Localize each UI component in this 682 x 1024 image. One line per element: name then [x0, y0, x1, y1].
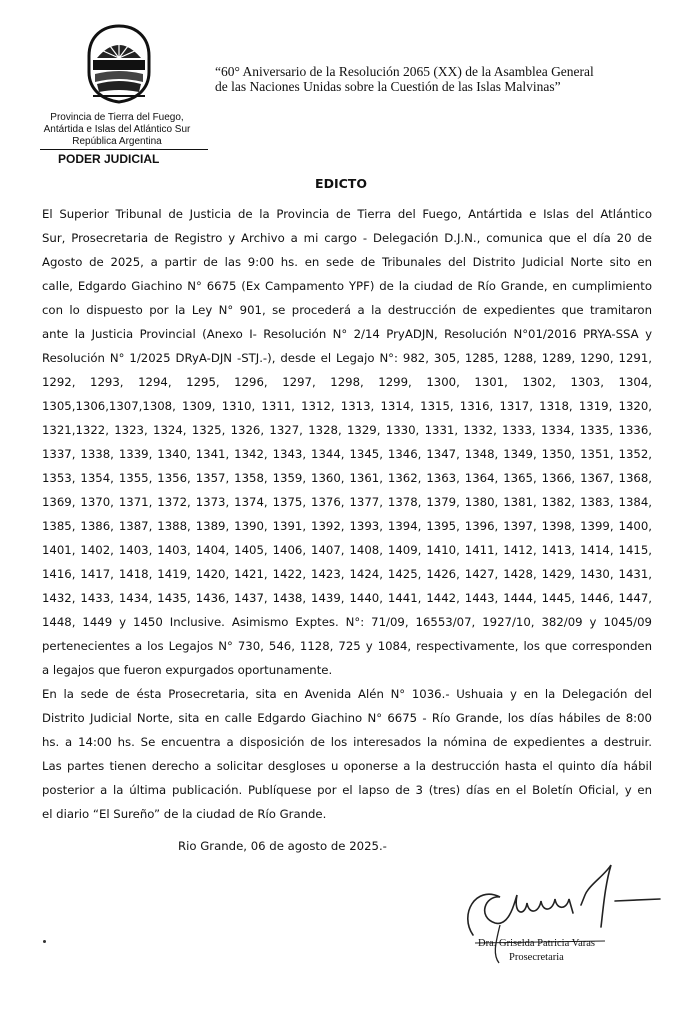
body-line: 1337, 1338, 1339, 1340, 1341, 1342, 1343, 1344, 1345, 1346, 1347, 1348, 1349, 1350, 1351, 1352,: [42, 447, 652, 461]
body-line: el diario “El Sureño” de la ciudad de Río Grande.: [42, 807, 327, 821]
body-line: 1321,1322, 1323, 1324, 1325, 1326, 1327, 1328, 1329, 1330, 1331, 1332, 1333, 1334, 1335, 1336,: [42, 423, 652, 437]
org-line-country: República Argentina: [72, 136, 162, 147]
body-line: hs. a 14:00 hs. Se encuentra a disposición de los interesados la nómina de expedientes a destruir.: [42, 735, 652, 749]
body-line: 1416, 1417, 1418, 1419, 1420, 1421, 1422, 1423, 1424, 1425, 1426, 1427, 1428, 1429, 1430, 1431,: [42, 567, 652, 581]
motto-line-2: de las Naciones Unidas sobre la Cuestión de las Islas Malvinas”: [215, 79, 561, 94]
body-line: Resolución N° 1/2025 DRyA-DJN -STJ.-), desde el Legajo N°: 982, 305, 1285, 1288, 1289, 1290, 1291,: [42, 351, 652, 365]
body-line: calle, Edgardo Giachino N° 6675 (Ex Campamento YPF) de la ciudad de Río Grande, en cumplimiento: [42, 279, 652, 293]
body-line: Distrito Judicial Norte, sita en calle Edgardo Giachino N° 6675 - Río Grande, los días hábiles de 8:00: [42, 711, 652, 725]
body-line: 1292, 1293, 1294, 1295, 1296, 1297, 1298, 1299, 1300, 1301, 1302, 1303, 1304,: [42, 375, 652, 389]
body-line: En la sede de ésta Prosecretaria, sita en Avenida Alén N° 1036.- Ushuaia y en la Delegación del: [42, 687, 652, 701]
body-line: ante la Justicia Provincial (Anexo I- Resolución N° 2/14 PryADJN, Resolución N°01/2016 PRYA-SSA y: [42, 327, 652, 341]
body-line: a legajos que fueron expurgados oportunamente.: [42, 663, 333, 677]
org-line-province: Provincia de Tierra del Fuego,: [50, 112, 184, 123]
body-line: Agosto de 2025, a partir de las 9:00 hs. en sede de Tribunales del Distrito Judicial Norte sito en: [42, 255, 652, 269]
document-date: Rio Grande, 06 de agosto de 2025.-: [178, 839, 387, 853]
stray-mark: [43, 940, 46, 943]
body-line: 1432, 1433, 1434, 1435, 1436, 1437, 1438, 1439, 1440, 1441, 1442, 1443, 1444, 1445, 1446, 1447,: [42, 591, 652, 605]
body-line: 1385, 1386, 1387, 1388, 1389, 1390, 1391, 1392, 1393, 1394, 1395, 1396, 1397, 1398, 1399, 1400,: [42, 519, 652, 533]
body-line: 1305,1306,1307,1308, 1309, 1310, 1311, 1312, 1313, 1314, 1315, 1316, 1317, 1318, 1319, 1320,: [42, 399, 652, 413]
body-line: posterior a la última publicación. Publíquese por el lapso de 3 (tres) días en el Boletín Oficial, y en: [42, 783, 652, 797]
body-line: 1401, 1402, 1403, 1403, 1404, 1405, 1406, 1407, 1408, 1409, 1410, 1411, 1412, 1413, 1414, 1415,: [42, 543, 652, 557]
body-line: 1369, 1370, 1371, 1372, 1373, 1374, 1375, 1376, 1377, 1378, 1379, 1380, 1381, 1382, 1383, 1384,: [42, 495, 652, 509]
body-line: 1353, 1354, 1355, 1356, 1357, 1358, 1359, 1360, 1361, 1362, 1363, 1364, 1365, 1366, 1367, 1368,: [42, 471, 652, 485]
motto-line-1: “60° Aniversario de la Resolución 2065 (XX) de la Asamblea General: [215, 64, 594, 79]
anniversary-motto: [215, 64, 655, 94]
signer-title: Prosecretaria: [509, 952, 564, 963]
org-line-territory: Antártida e Islas del Atlántico Sur: [43, 124, 191, 135]
body-line: pertenecientes a los Legajos N° 730, 546, 1128, 725 y 1084, respectivamente, los que corresponden: [42, 639, 652, 653]
header-divider: [40, 149, 208, 150]
body-line: El Superior Tribunal de Justicia de la Provincia de Tierra del Fuego, Antártida e Islas del Atlántico: [42, 207, 652, 221]
coat-of-arms-seal: [83, 22, 155, 104]
signer-name: Dra. Griselda Patricia Varas: [478, 938, 596, 949]
organization-block: [22, 112, 212, 148]
body-line: con lo dispuesto por la Ley N° 901, se procederá a la destrucción de expedientes que tramitaron: [42, 303, 652, 317]
document-title: EDICTO: [315, 176, 367, 191]
branch-name: PODER JUDICIAL: [58, 152, 160, 166]
body-line: 1448, 1449 y 1450 Inclusive. Asimismo Exptes. N°: 71/09, 16553/07, 1927/10, 382/09 y 1045/09: [42, 615, 652, 629]
body-line: Sur, Prosecretaria de Registro y Archivo a mi cargo - Delegación D.J.N., comunica que el día 20 de: [42, 231, 652, 245]
body-line: Las partes tienen derecho a solicitar desgloses u oponerse a la destrucción hasta el quinto día hábil: [42, 759, 652, 773]
